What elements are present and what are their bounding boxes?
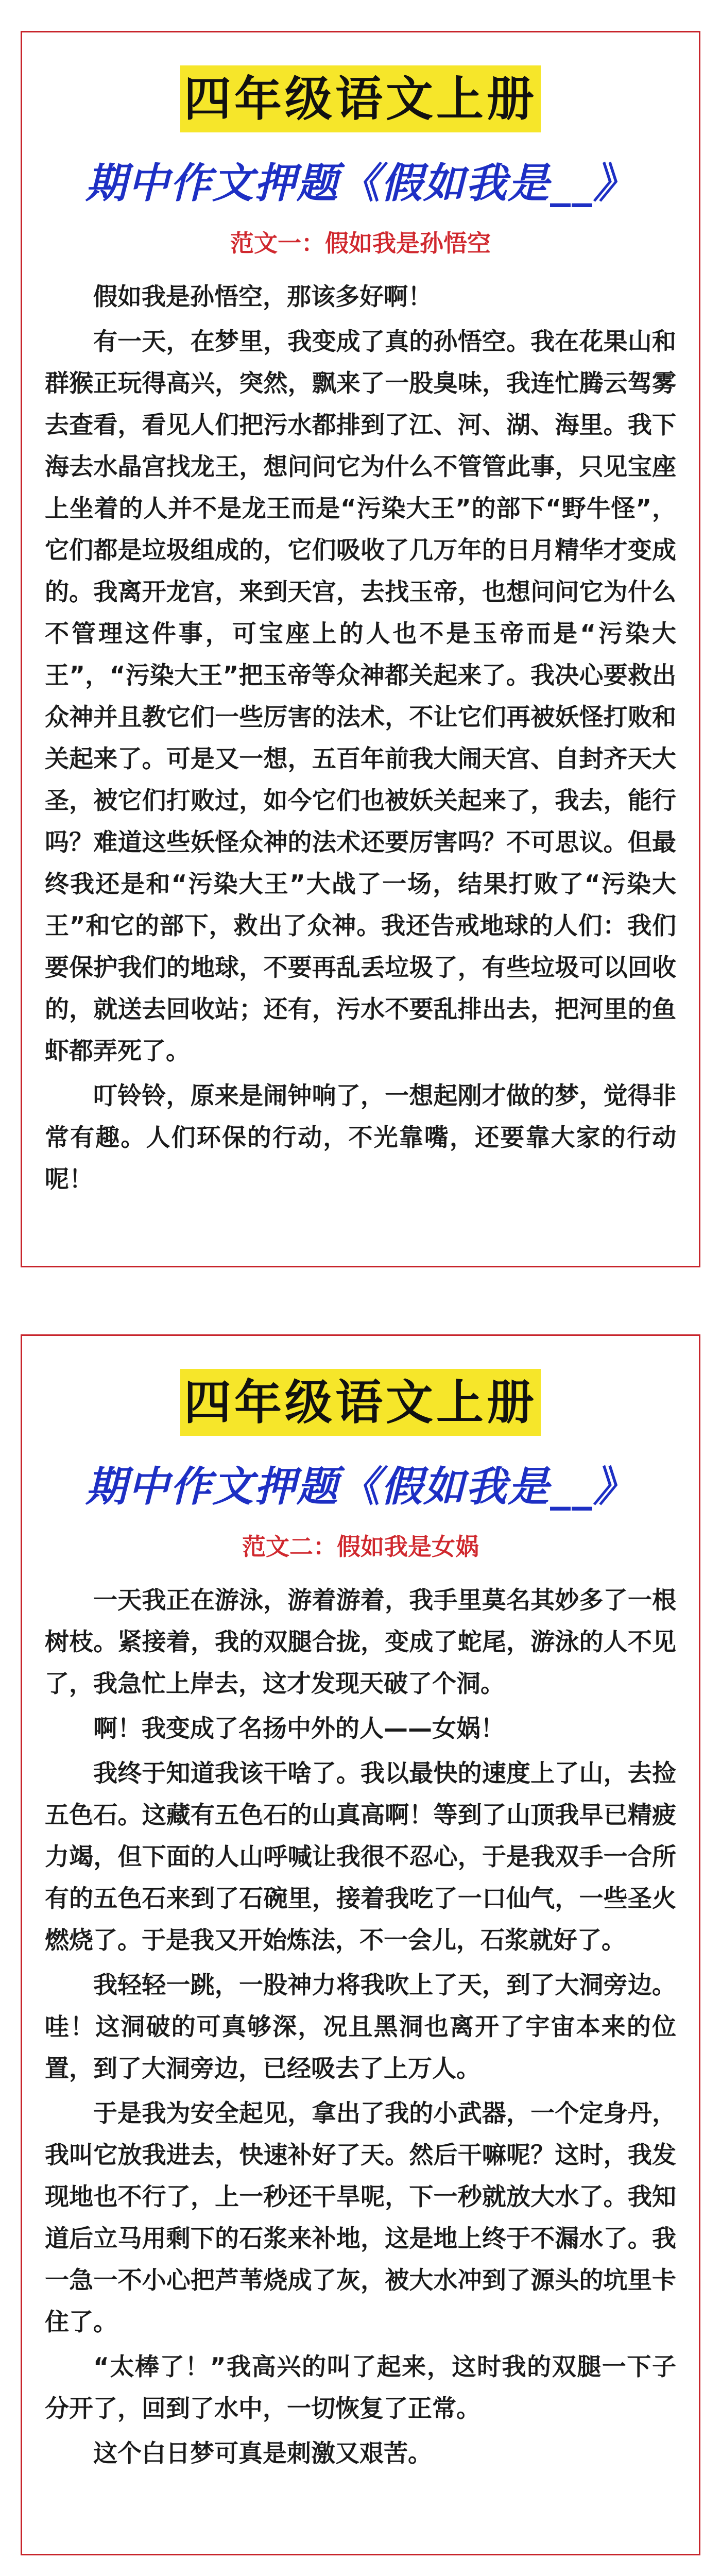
essay-body <box>45 1580 676 2475</box>
subtitle: 期中作文押题《假如我是__》 <box>85 159 636 207</box>
essay-paragraph: 这个白日梦可真是刺激又艰苦。 <box>93 2439 432 2468</box>
essay-paragraph: 啊！我变成了名扬中外的人——女娲！ <box>93 1715 505 1743</box>
essay-paragraph: 假如我是孙悟空，那该多好啊！ <box>93 283 432 311</box>
main-title: 四年级语文上册 <box>180 1369 541 1436</box>
essay-body <box>45 276 676 1200</box>
main-title: 四年级语文上册 <box>180 65 541 132</box>
essay-paragraph: 一天我正在游泳，游着游着，我手里莫名其妙多了一根树枝。紧接着，我的双腿合拢，变成了蛇尾，游泳的人不见了，我急忙上岸去，这才发现天破了个洞。 <box>45 1586 676 1698</box>
essay-paragraph: “太棒了！”我高兴的叫了起来，这时我的双腿一下子分开了，回到了水中，一切恢复了正常。 <box>45 2353 676 2423</box>
essay-paragraph: 我终于知道我该干啥了。我以最快的速度上了山，去捡五色石。这藏有五色石的山真高啊！等到了山顶我早已精疲力竭，但下面的人山呼喊让我很不忍心，于是我双手一合所有的五色石来到了石碗里，接着我吃了一口仙气，一些圣火燃烧了。于是我又开始炼法，不一会儿，石浆就好了。 <box>45 1759 676 1955</box>
essay-card-1 <box>21 31 700 1267</box>
subtitle: 期中作文押题《假如我是__》 <box>85 1462 636 1511</box>
section-label: 范文二：假如我是女娲 <box>242 1533 479 1561</box>
essay-paragraph: 我轻轻一跳，一股神力将我吹上了天，到了大洞旁边。哇！这洞破的可真够深，况且黑洞也离开了宇宙本来的位置，到了大洞旁边，已经吸去了上万人。 <box>45 1971 676 2083</box>
section-label: 范文一：假如我是孙悟空 <box>230 229 491 257</box>
essay-card-2 <box>21 1334 700 2555</box>
essay-paragraph: 有一天，在梦里，我变成了真的孙悟空。我在花果山和群猴正玩得高兴，突然，飘来了一股臭味，我连忙腾云驾雾去查看，看见人们把污水都排到了江、河、湖、海里。我下海去水晶宫找龙王，想问问它为什么不管管此事，只见宝座上坐着的人并不是龙王而是“污染大王”的部下“野牛怪”，它们都是垃圾组成的，它们吸收了几万年的日月精华才变成的。我离开龙宫，来到天宫，去找玉帝，也想问问它为什么不管理这件事，可宝座上的人也不是玉帝而是“污染大王”，“污染大王”把玉帝等众神都关起来了。我决心要救出众神并且教它们一些厉害的法术，不让它们再被妖怪打败和关起来了。可是又一想，五百年前我大闹天宫、自封齐天大圣，被它们打败过，如今它们也被妖关起来了，我去，能行吗？难道这些妖怪众神的法术还要厉害吗？不可思议。但最终我还是和“污染大王”大战了一场，结果打败了“污染大王”和它的部下，救出了众神。我还告戒地球的人们：我们要保护我们的地球，不要再乱丢垃圾了，有些垃圾可以回收的，就送去回收站；还有，污水不要乱排出去，把河里的鱼虾都弄死了。 <box>45 328 676 1065</box>
essay-paragraph: 于是我为安全起见，拿出了我的小武器，一个定身丹，我叫它放我进去，快速补好了天。然后干嘛呢？这时，我发现地也不行了，上一秒还干旱呢，下一秒就放大水了。我知道后立马用剩下的石浆来补地，这是地上终于不漏水了。我一急一不小心把芦苇烧成了灰，被大水冲到了源头的坑里卡住了。 <box>45 2099 676 2336</box>
essay-paragraph: 叮铃铃，原来是闹钟响了，一想起刚才做的梦，觉得非常有趣。人们环保的行动，不光靠嘴，还要靠大家的行动呢！ <box>45 1082 676 1194</box>
